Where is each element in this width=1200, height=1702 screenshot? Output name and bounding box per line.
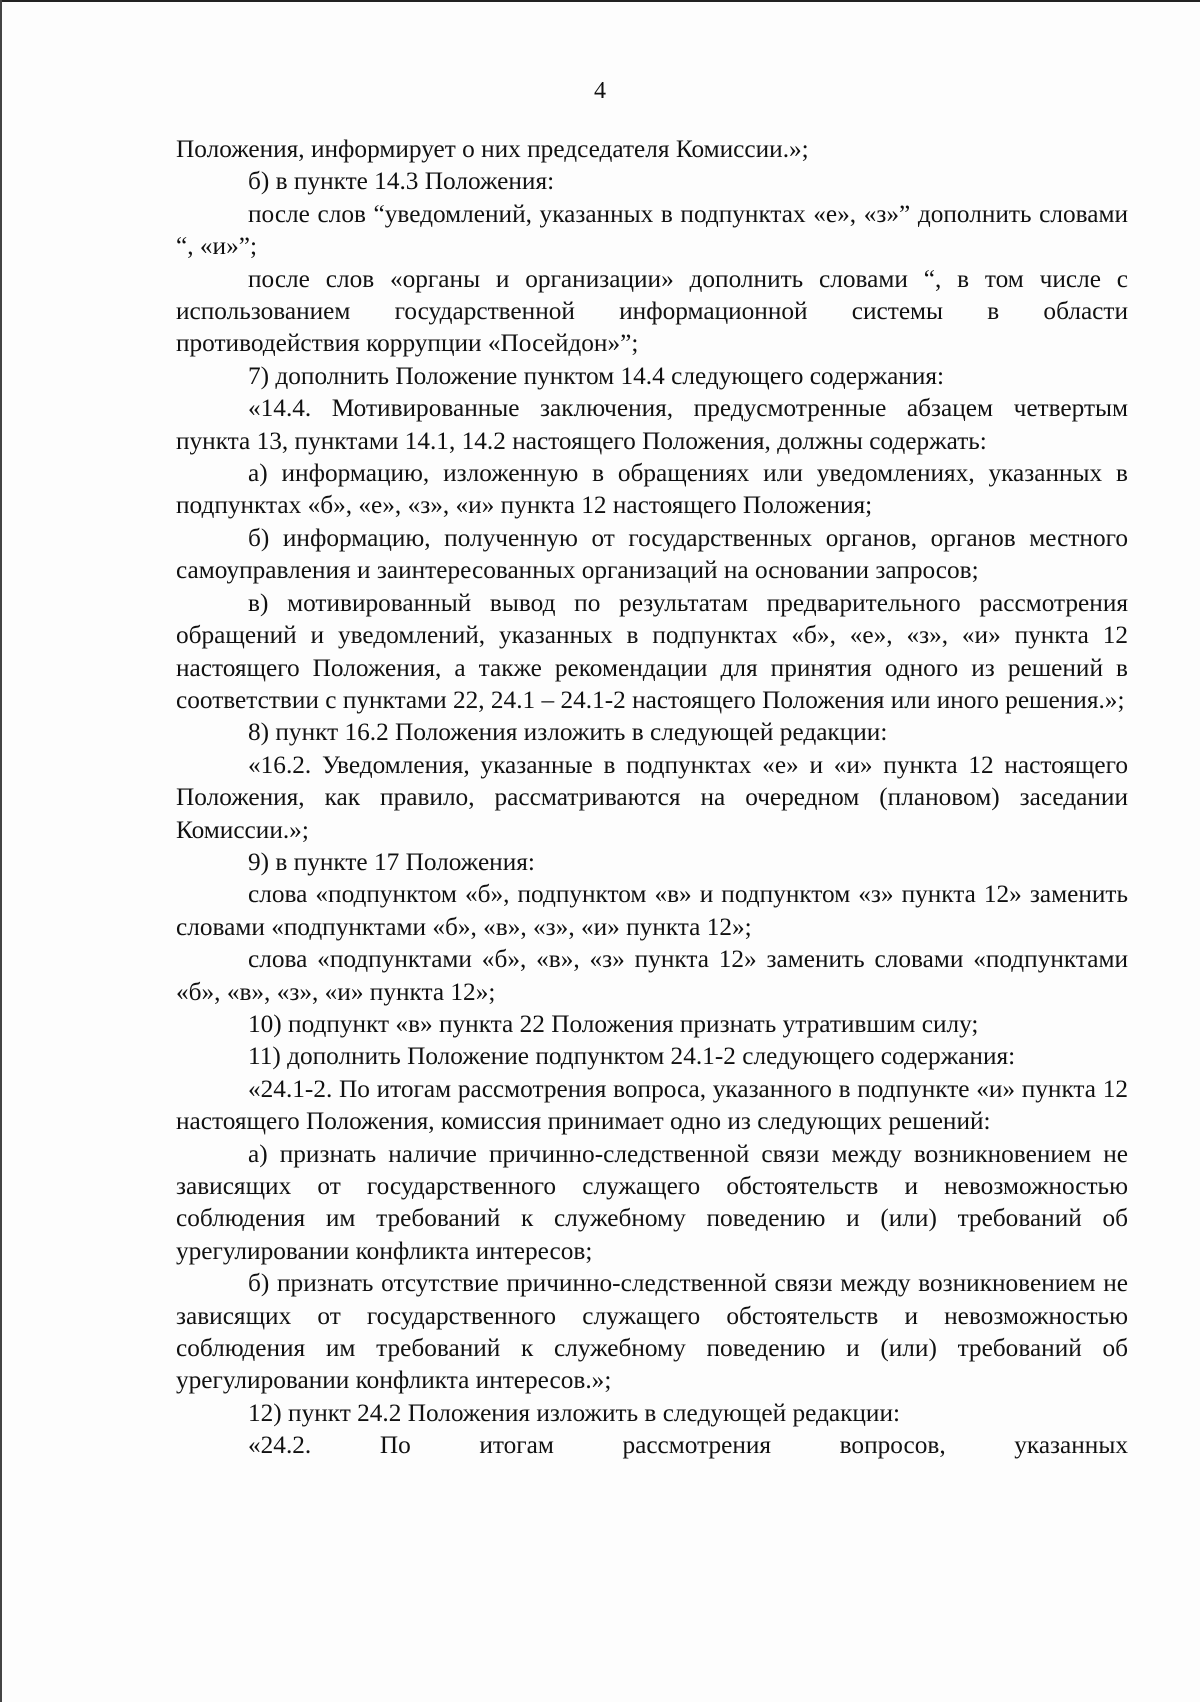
paragraph: 9) в пункте 17 Положения: bbox=[248, 847, 535, 876]
paragraph: 7) дополнить Положение пунктом 14.4 следующего содержания: bbox=[248, 361, 945, 390]
paragraph: а) информацию, изложенную в обращениях или уведомлениях, указанных в подпунктах «б», «е», «з», «и» пункта 12 настоящего Положения; bbox=[176, 459, 1128, 520]
paragraph: «24.2. По итогам рассмотрения вопросов, указанных bbox=[248, 1431, 1128, 1460]
paragraph: после слов «органы и организации» дополнить словами “, в том числе с использованием государственной информационной системы в области противодействия коррупции «Посейдон»”; bbox=[176, 264, 1128, 358]
paragraph: «16.2. Уведомления, указанные в подпунктах «е» и «и» пункта 12 настоящего Положения, как правило, рассматриваются на очередном (плановом) заседании Комиссии.»; bbox=[176, 750, 1128, 844]
paragraph: 11) дополнить Положение подпунктом 24.1-2 следующего содержания: bbox=[248, 1042, 1016, 1071]
page-number: 4 bbox=[594, 78, 606, 104]
paragraph: слова «подпунктами «б», «в», «з» пункта 12» заменить словами «подпунктами «б», «в», «з», «и» пункта 12»; bbox=[176, 945, 1128, 1006]
paragraph: а) признать наличие причинно-следственной связи между возникновением не зависящих от государственного служащего обстоятельств и невозможностью соблюдения им требований к служебному поведению и (или) требований об урегулировании конфликта интересов; bbox=[176, 1139, 1128, 1265]
paragraph: «14.4. Мотивированные заключения, предусмотренные абзацем четвертым пункта 13, пунктами 14.1, 14.2 настоящего Положения, должны содержать: bbox=[176, 394, 1128, 455]
scan-edge-left bbox=[0, 0, 2, 1702]
paragraph: б) признать отсутствие причинно-следственной связи между возникновением не зависящих от государственного служащего обстоятельств и невозможностью соблюдения им требований к служебному поведению и (или) требований об урегулировании конфликта интересов.»; bbox=[176, 1269, 1128, 1395]
paragraph: 10) подпункт «в» пункта 22 Положения признать утратившим силу; bbox=[248, 1009, 979, 1038]
paragraph: «24.1-2. По итогам рассмотрения вопроса, указанного в подпункте «и» пункта 12 настоящего Положения, комиссия принимает одно из следующих решений: bbox=[176, 1074, 1128, 1136]
paragraph: б) в пункте 14.3 Положения: bbox=[248, 167, 555, 196]
paragraph: после слов “уведомлений, указанных в подпунктах «е», «з»” дополнить словами “, «и»”; bbox=[176, 199, 1128, 261]
paragraph: в) мотивированный вывод по результатам предварительного рассмотрения обращений и уведомлений, указанных в подпунктах «б», «е», «з», «и» пункта 12 настоящего Положения, а также рекомендации для принятия одного из решений в соответствии с пунктами 22, 24.1 – 24.1-2 настоящего Положения или иного решения.»; bbox=[176, 588, 1128, 714]
paragraph: 8) пункт 16.2 Положения изложить в следующей редакции: bbox=[248, 718, 888, 747]
paragraph: 12) пункт 24.2 Положения изложить в следующей редакции: bbox=[248, 1398, 901, 1427]
paragraph: слова «подпунктом «б», подпунктом «в» и подпунктом «з» пункта 12» заменить словами «подпунктами «б», «в», «з», «и» пункта 12»; bbox=[176, 880, 1128, 941]
scan-edge-top bbox=[0, 0, 1200, 2]
paragraph: б) информацию, полученную от государственных органов, органов местного самоуправления и заинтересованных организаций на основании запросов; bbox=[176, 523, 1128, 585]
paragraph: Положения, информирует о них председателя Комиссии.»; bbox=[176, 135, 809, 163]
document-body bbox=[176, 133, 1128, 1462]
